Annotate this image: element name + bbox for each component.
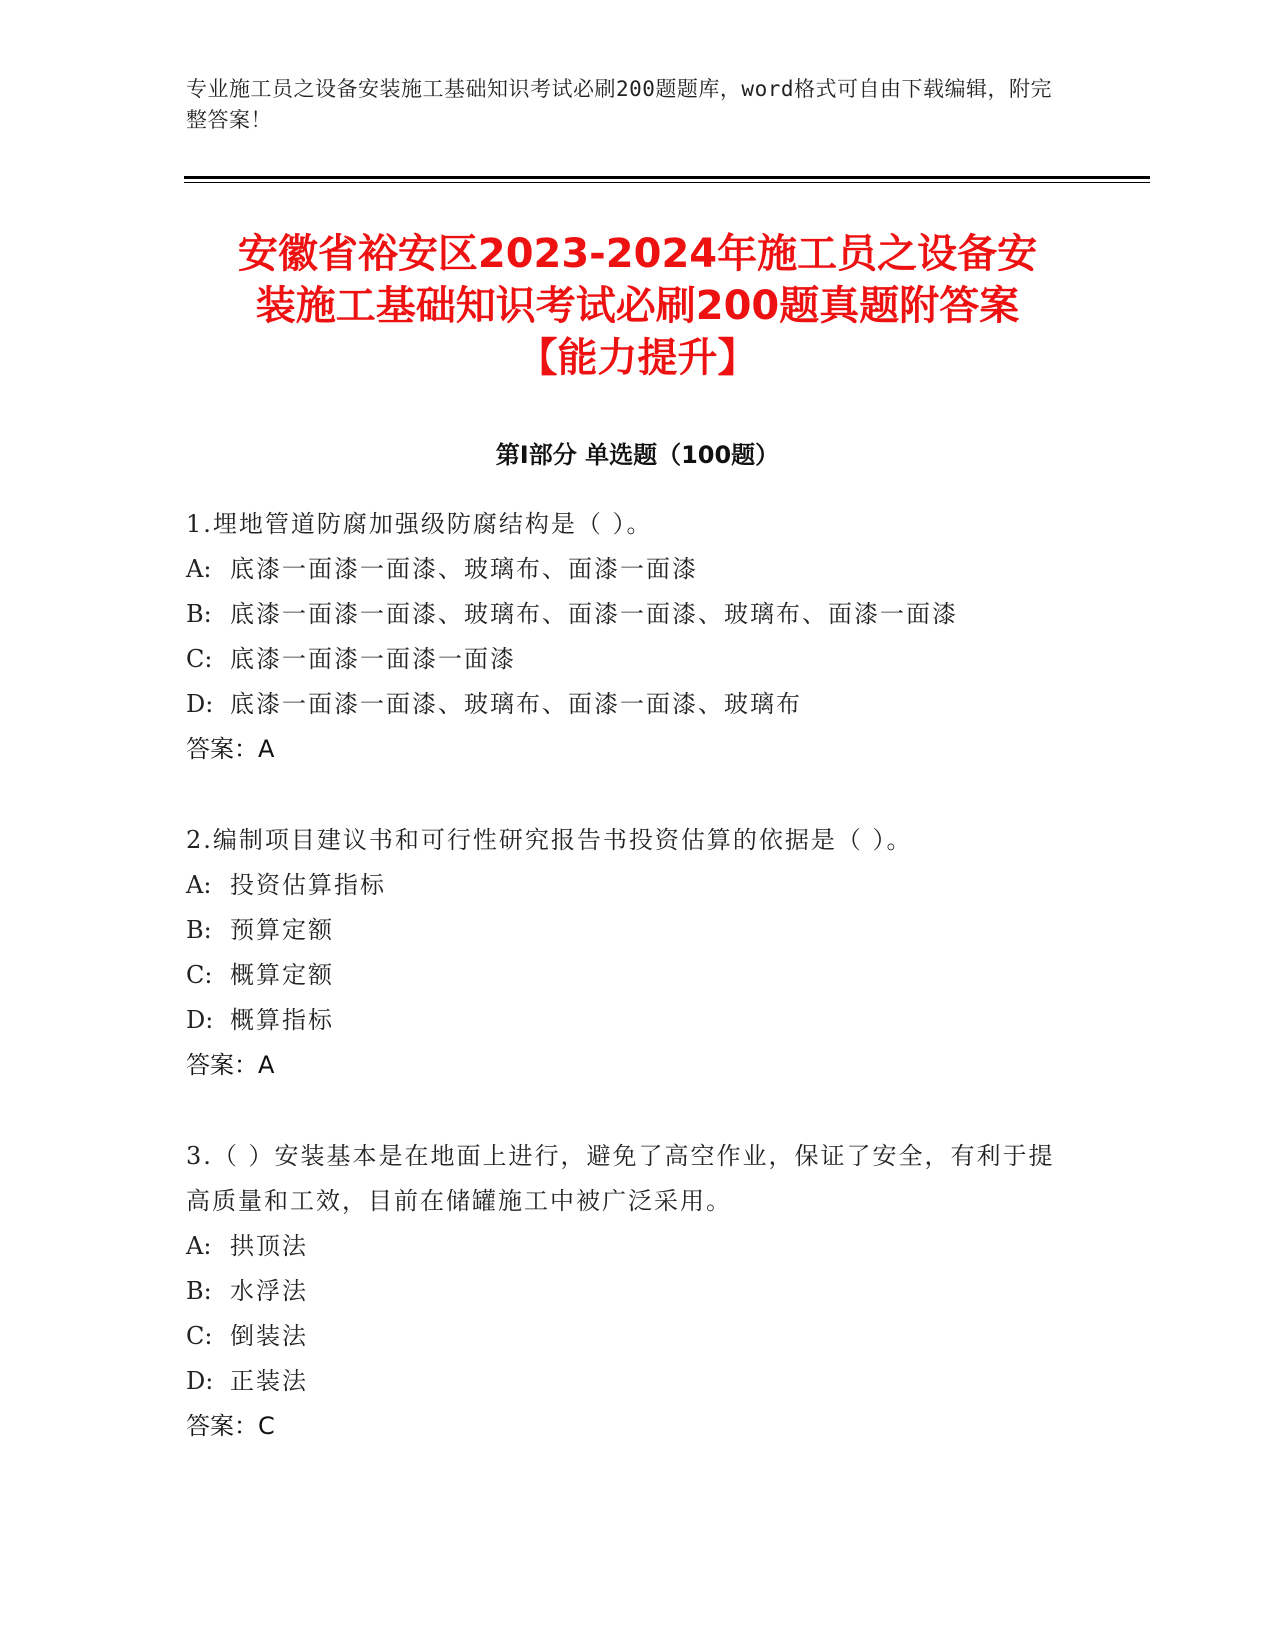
option-c	[186, 953, 1066, 998]
option-d	[186, 682, 1066, 727]
question-1	[186, 502, 1066, 772]
option-b	[186, 592, 1066, 637]
question-stem: 2.编制项目建议书和可行性研究报告书投资估算的依据是（ ）。	[186, 826, 913, 854]
option-key: C:	[186, 645, 213, 673]
option-b	[186, 1269, 1066, 1314]
question-3	[186, 1134, 1066, 1449]
answer-line: 答案：A	[186, 735, 275, 763]
option-text: 拱顶法	[230, 1232, 308, 1260]
question-2	[186, 818, 1066, 1088]
question-stem: 1.埋地管道防腐加强级防腐结构是（ ）。	[186, 510, 653, 538]
answer-line: 答案：A	[186, 1051, 275, 1079]
option-key: A:	[186, 871, 212, 899]
title-line-1: 安徽省裕安区2023-2024年施工员之设备安	[237, 231, 1038, 277]
option-text: 概算定额	[230, 961, 334, 989]
option-text: 预算定额	[230, 916, 334, 944]
option-text: 底漆一面漆一面漆、玻璃布、面漆一面漆、玻璃布	[230, 690, 802, 718]
header-divider-thick	[184, 176, 1150, 179]
option-d	[186, 1359, 1066, 1404]
question-stem: 3.（ ）安装基本是在地面上进行，避免了高空作业，保证了安全，有利于提高质量和工效，目前在储罐施工中被广泛采用。	[186, 1142, 1055, 1215]
option-key: A:	[186, 1232, 212, 1260]
option-c	[186, 1314, 1066, 1359]
option-key: B:	[186, 600, 212, 628]
option-text: 投资估算指标	[230, 871, 386, 899]
option-text: 概算指标	[230, 1006, 334, 1034]
title-line-2: 装施工基础知识考试必刷200题真题附答案	[255, 283, 1020, 329]
option-key: C:	[186, 961, 213, 989]
option-key: B:	[186, 916, 212, 944]
document-title	[150, 228, 1125, 384]
option-text: 正装法	[230, 1367, 308, 1395]
option-text: 水浮法	[230, 1277, 308, 1305]
header-note: 专业施工员之设备安装施工基础知识考试必刷200题题库，word格式可自由下载编辑，附完整答案！	[186, 77, 1052, 132]
option-text: 底漆一面漆一面漆、玻璃布、面漆一面漆	[230, 555, 698, 583]
option-key: C:	[186, 1322, 213, 1350]
option-a	[186, 863, 1066, 908]
option-text: 底漆一面漆一面漆、玻璃布、面漆一面漆、玻璃布、面漆一面漆	[230, 600, 958, 628]
option-c	[186, 637, 1066, 682]
option-key: A:	[186, 555, 212, 583]
option-key: B:	[186, 1277, 212, 1305]
option-key: D:	[186, 690, 214, 718]
header-divider-thin	[184, 182, 1150, 183]
option-key: D:	[186, 1006, 214, 1034]
section-heading: 第Ⅰ部分 单选题（100题）	[495, 441, 780, 469]
title-line-3: 【能力提升】	[517, 335, 758, 381]
option-text: 倒装法	[230, 1322, 308, 1350]
option-text: 底漆一面漆一面漆一面漆	[230, 645, 516, 673]
option-a	[186, 1224, 1066, 1269]
option-key: D:	[186, 1367, 214, 1395]
option-a	[186, 547, 1066, 592]
answer-line: 答案：C	[186, 1412, 275, 1440]
option-b	[186, 908, 1066, 953]
option-d	[186, 998, 1066, 1043]
